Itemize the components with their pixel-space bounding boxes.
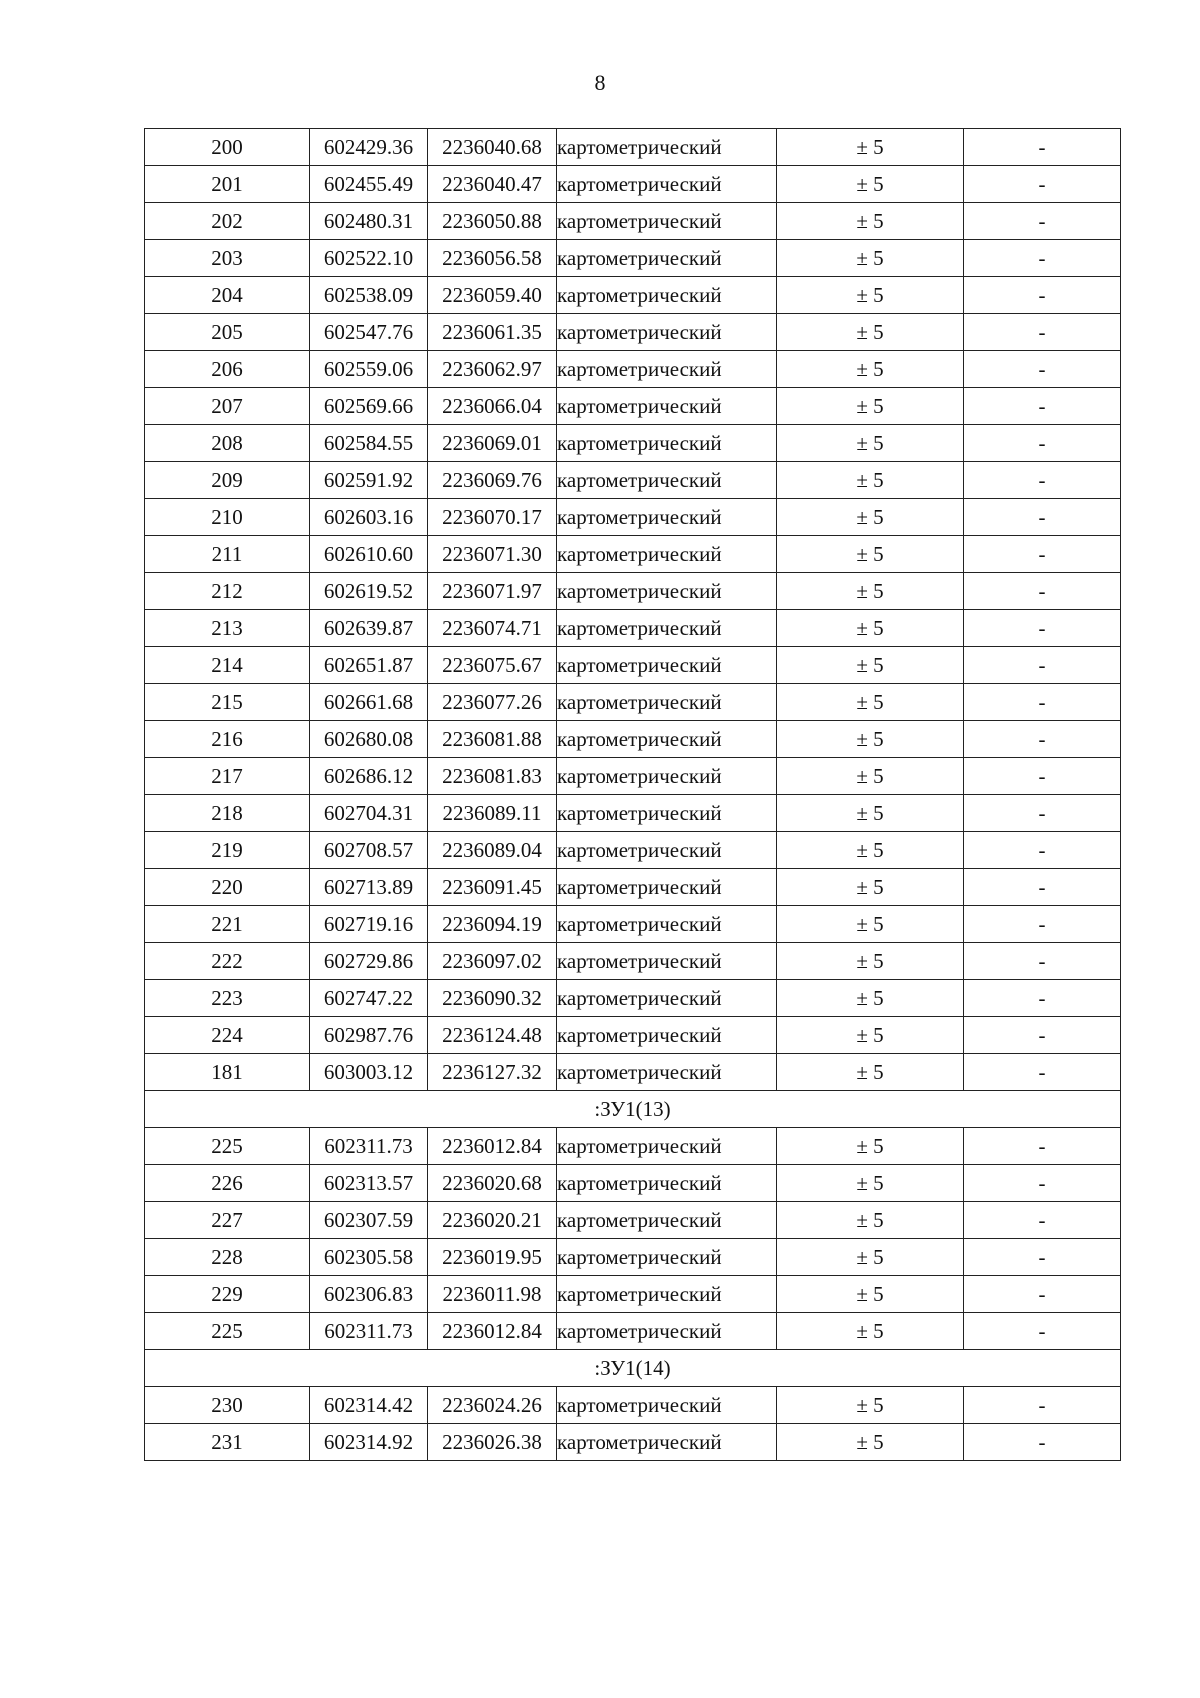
- accuracy-cell: ± 5: [777, 1424, 964, 1461]
- note-cell: -: [964, 1202, 1121, 1239]
- method-cell: картометрический: [557, 240, 777, 277]
- point-number-cell: 204: [145, 277, 310, 314]
- accuracy-cell: ± 5: [777, 610, 964, 647]
- x-coordinate-cell: 602704.31: [310, 795, 428, 832]
- y-coordinate-cell: 2236077.26: [428, 684, 557, 721]
- y-coordinate-cell: 2236012.84: [428, 1313, 557, 1350]
- note-cell: -: [964, 203, 1121, 240]
- method-cell: картометрический: [557, 1387, 777, 1424]
- y-coordinate-cell: 2236069.01: [428, 425, 557, 462]
- note-cell: -: [964, 610, 1121, 647]
- note-cell: -: [964, 573, 1121, 610]
- method-cell: картометрический: [557, 1313, 777, 1350]
- x-coordinate-cell: 602313.57: [310, 1165, 428, 1202]
- accuracy-cell: ± 5: [777, 277, 964, 314]
- x-coordinate-cell: 602305.58: [310, 1239, 428, 1276]
- x-coordinate-cell: 603003.12: [310, 1054, 428, 1091]
- note-cell: -: [964, 906, 1121, 943]
- point-number-cell: 227: [145, 1202, 310, 1239]
- y-coordinate-cell: 2236069.76: [428, 462, 557, 499]
- table-row: [145, 1239, 1121, 1276]
- table-row: [145, 943, 1121, 980]
- y-coordinate-cell: 2236024.26: [428, 1387, 557, 1424]
- note-cell: -: [964, 795, 1121, 832]
- table-row: [145, 684, 1121, 721]
- note-cell: -: [964, 1128, 1121, 1165]
- method-cell: картометрический: [557, 351, 777, 388]
- method-cell: картометрический: [557, 499, 777, 536]
- x-coordinate-cell: 602713.89: [310, 869, 428, 906]
- table-row: [145, 795, 1121, 832]
- point-number-cell: 215: [145, 684, 310, 721]
- table-row: [145, 721, 1121, 758]
- point-number-cell: 225: [145, 1128, 310, 1165]
- y-coordinate-cell: 2236050.88: [428, 203, 557, 240]
- table-row: [145, 388, 1121, 425]
- section-label: :ЗУ1(13): [145, 1091, 1121, 1128]
- accuracy-cell: ± 5: [777, 351, 964, 388]
- x-coordinate-cell: 602603.16: [310, 499, 428, 536]
- table-row: [145, 1054, 1121, 1091]
- method-cell: картометрический: [557, 647, 777, 684]
- y-coordinate-cell: 2236127.32: [428, 1054, 557, 1091]
- y-coordinate-cell: 2236061.35: [428, 314, 557, 351]
- table-row: [145, 1387, 1121, 1424]
- page-number: 8: [594, 70, 606, 95]
- method-cell: картометрический: [557, 758, 777, 795]
- note-cell: -: [964, 277, 1121, 314]
- accuracy-cell: ± 5: [777, 425, 964, 462]
- table-row: [145, 869, 1121, 906]
- point-number-cell: 231: [145, 1424, 310, 1461]
- y-coordinate-cell: 2236091.45: [428, 869, 557, 906]
- note-cell: -: [964, 1017, 1121, 1054]
- note-cell: -: [964, 1165, 1121, 1202]
- accuracy-cell: ± 5: [777, 240, 964, 277]
- point-number-cell: 181: [145, 1054, 310, 1091]
- note-cell: -: [964, 1387, 1121, 1424]
- y-coordinate-cell: 2236124.48: [428, 1017, 557, 1054]
- x-coordinate-cell: 602987.76: [310, 1017, 428, 1054]
- x-coordinate-cell: 602686.12: [310, 758, 428, 795]
- table-row: [145, 906, 1121, 943]
- table-row: [145, 277, 1121, 314]
- accuracy-cell: ± 5: [777, 832, 964, 869]
- note-cell: -: [964, 647, 1121, 684]
- method-cell: картометрический: [557, 1017, 777, 1054]
- y-coordinate-cell: 2236090.32: [428, 980, 557, 1017]
- accuracy-cell: ± 5: [777, 1128, 964, 1165]
- y-coordinate-cell: 2236089.11: [428, 795, 557, 832]
- note-cell: -: [964, 721, 1121, 758]
- accuracy-cell: ± 5: [777, 980, 964, 1017]
- table-row: [145, 129, 1121, 166]
- x-coordinate-cell: 602547.76: [310, 314, 428, 351]
- x-coordinate-cell: 602311.73: [310, 1128, 428, 1165]
- note-cell: -: [964, 684, 1121, 721]
- point-number-cell: 222: [145, 943, 310, 980]
- y-coordinate-cell: 2236081.83: [428, 758, 557, 795]
- method-cell: картометрический: [557, 795, 777, 832]
- note-cell: -: [964, 943, 1121, 980]
- y-coordinate-cell: 2236026.38: [428, 1424, 557, 1461]
- x-coordinate-cell: 602729.86: [310, 943, 428, 980]
- x-coordinate-cell: 602314.92: [310, 1424, 428, 1461]
- y-coordinate-cell: 2236040.68: [428, 129, 557, 166]
- point-number-cell: 225: [145, 1313, 310, 1350]
- method-cell: картометрический: [557, 610, 777, 647]
- accuracy-cell: ± 5: [777, 166, 964, 203]
- y-coordinate-cell: 2236062.97: [428, 351, 557, 388]
- accuracy-cell: ± 5: [777, 684, 964, 721]
- accuracy-cell: ± 5: [777, 869, 964, 906]
- note-cell: -: [964, 462, 1121, 499]
- table-row: [145, 166, 1121, 203]
- note-cell: -: [964, 240, 1121, 277]
- accuracy-cell: ± 5: [777, 499, 964, 536]
- accuracy-cell: ± 5: [777, 536, 964, 573]
- method-cell: картометрический: [557, 536, 777, 573]
- x-coordinate-cell: 602569.66: [310, 388, 428, 425]
- x-coordinate-cell: 602455.49: [310, 166, 428, 203]
- point-number-cell: 202: [145, 203, 310, 240]
- section-label: :ЗУ1(14): [145, 1350, 1121, 1387]
- table-row: [145, 647, 1121, 684]
- accuracy-cell: ± 5: [777, 906, 964, 943]
- section-header-row: [145, 1091, 1121, 1128]
- y-coordinate-cell: 2236070.17: [428, 499, 557, 536]
- x-coordinate-cell: 602708.57: [310, 832, 428, 869]
- method-cell: картометрический: [557, 869, 777, 906]
- note-cell: -: [964, 758, 1121, 795]
- accuracy-cell: ± 5: [777, 1054, 964, 1091]
- y-coordinate-cell: 2236040.47: [428, 166, 557, 203]
- x-coordinate-cell: 602559.06: [310, 351, 428, 388]
- point-number-cell: 226: [145, 1165, 310, 1202]
- method-cell: картометрический: [557, 721, 777, 758]
- x-coordinate-cell: 602610.60: [310, 536, 428, 573]
- y-coordinate-cell: 2236059.40: [428, 277, 557, 314]
- point-number-cell: 224: [145, 1017, 310, 1054]
- accuracy-cell: ± 5: [777, 1202, 964, 1239]
- note-cell: -: [964, 1054, 1121, 1091]
- method-cell: картометрический: [557, 1128, 777, 1165]
- y-coordinate-cell: 2236071.97: [428, 573, 557, 610]
- y-coordinate-cell: 2236074.71: [428, 610, 557, 647]
- coordinates-table: [144, 128, 1121, 1461]
- table-row: [145, 1165, 1121, 1202]
- table-row: [145, 573, 1121, 610]
- accuracy-cell: ± 5: [777, 721, 964, 758]
- method-cell: картометрический: [557, 166, 777, 203]
- note-cell: -: [964, 166, 1121, 203]
- y-coordinate-cell: 2236094.19: [428, 906, 557, 943]
- x-coordinate-cell: 602584.55: [310, 425, 428, 462]
- table-row: [145, 462, 1121, 499]
- note-cell: -: [964, 1239, 1121, 1276]
- y-coordinate-cell: 2236020.21: [428, 1202, 557, 1239]
- accuracy-cell: ± 5: [777, 462, 964, 499]
- accuracy-cell: ± 5: [777, 129, 964, 166]
- point-number-cell: 207: [145, 388, 310, 425]
- x-coordinate-cell: 602307.59: [310, 1202, 428, 1239]
- table-row: [145, 758, 1121, 795]
- table-row: [145, 1276, 1121, 1313]
- point-number-cell: 209: [145, 462, 310, 499]
- point-number-cell: 216: [145, 721, 310, 758]
- y-coordinate-cell: 2236089.04: [428, 832, 557, 869]
- note-cell: -: [964, 129, 1121, 166]
- y-coordinate-cell: 2236071.30: [428, 536, 557, 573]
- note-cell: -: [964, 1313, 1121, 1350]
- note-cell: -: [964, 869, 1121, 906]
- method-cell: картометрический: [557, 388, 777, 425]
- x-coordinate-cell: 602680.08: [310, 721, 428, 758]
- method-cell: картометрический: [557, 203, 777, 240]
- x-coordinate-cell: 602651.87: [310, 647, 428, 684]
- method-cell: картометрический: [557, 129, 777, 166]
- note-cell: -: [964, 425, 1121, 462]
- accuracy-cell: ± 5: [777, 573, 964, 610]
- note-cell: -: [964, 499, 1121, 536]
- point-number-cell: 228: [145, 1239, 310, 1276]
- note-cell: -: [964, 1276, 1121, 1313]
- table-row: [145, 1202, 1121, 1239]
- y-coordinate-cell: 2236066.04: [428, 388, 557, 425]
- accuracy-cell: ± 5: [777, 943, 964, 980]
- x-coordinate-cell: 602522.10: [310, 240, 428, 277]
- point-number-cell: 206: [145, 351, 310, 388]
- method-cell: картометрический: [557, 1276, 777, 1313]
- accuracy-cell: ± 5: [777, 203, 964, 240]
- method-cell: картометрический: [557, 906, 777, 943]
- accuracy-cell: ± 5: [777, 1165, 964, 1202]
- point-number-cell: 223: [145, 980, 310, 1017]
- method-cell: картометрический: [557, 684, 777, 721]
- accuracy-cell: ± 5: [777, 1387, 964, 1424]
- table-row: [145, 1017, 1121, 1054]
- section-header-row: [145, 1350, 1121, 1387]
- x-coordinate-cell: 602429.36: [310, 129, 428, 166]
- table-row: [145, 351, 1121, 388]
- x-coordinate-cell: 602619.52: [310, 573, 428, 610]
- note-cell: -: [964, 832, 1121, 869]
- table-row: [145, 610, 1121, 647]
- table-row: [145, 1128, 1121, 1165]
- accuracy-cell: ± 5: [777, 647, 964, 684]
- table-row: [145, 1424, 1121, 1461]
- y-coordinate-cell: 2236097.02: [428, 943, 557, 980]
- x-coordinate-cell: 602719.16: [310, 906, 428, 943]
- accuracy-cell: ± 5: [777, 388, 964, 425]
- method-cell: картометрический: [557, 462, 777, 499]
- method-cell: картометрический: [557, 573, 777, 610]
- table-row: [145, 499, 1121, 536]
- table-row: [145, 536, 1121, 573]
- point-number-cell: 200: [145, 129, 310, 166]
- point-number-cell: 221: [145, 906, 310, 943]
- point-number-cell: 218: [145, 795, 310, 832]
- x-coordinate-cell: 602639.87: [310, 610, 428, 647]
- accuracy-cell: ± 5: [777, 758, 964, 795]
- x-coordinate-cell: 602591.92: [310, 462, 428, 499]
- point-number-cell: 229: [145, 1276, 310, 1313]
- point-number-cell: 210: [145, 499, 310, 536]
- table-row: [145, 832, 1121, 869]
- note-cell: -: [964, 388, 1121, 425]
- y-coordinate-cell: 2236012.84: [428, 1128, 557, 1165]
- method-cell: картометрический: [557, 1239, 777, 1276]
- method-cell: картометрический: [557, 943, 777, 980]
- point-number-cell: 208: [145, 425, 310, 462]
- y-coordinate-cell: 2236011.98: [428, 1276, 557, 1313]
- accuracy-cell: ± 5: [777, 314, 964, 351]
- x-coordinate-cell: 602311.73: [310, 1313, 428, 1350]
- x-coordinate-cell: 602538.09: [310, 277, 428, 314]
- point-number-cell: 220: [145, 869, 310, 906]
- note-cell: -: [964, 351, 1121, 388]
- method-cell: картометрический: [557, 832, 777, 869]
- point-number-cell: 205: [145, 314, 310, 351]
- method-cell: картометрический: [557, 1165, 777, 1202]
- y-coordinate-cell: 2236075.67: [428, 647, 557, 684]
- method-cell: картометрический: [557, 1054, 777, 1091]
- coordinates-table-body: [145, 129, 1121, 1461]
- y-coordinate-cell: 2236020.68: [428, 1165, 557, 1202]
- note-cell: -: [964, 980, 1121, 1017]
- accuracy-cell: ± 5: [777, 795, 964, 832]
- note-cell: -: [964, 536, 1121, 573]
- point-number-cell: 211: [145, 536, 310, 573]
- y-coordinate-cell: 2236056.58: [428, 240, 557, 277]
- table-row: [145, 425, 1121, 462]
- x-coordinate-cell: 602661.68: [310, 684, 428, 721]
- y-coordinate-cell: 2236081.88: [428, 721, 557, 758]
- method-cell: картометрический: [557, 1424, 777, 1461]
- x-coordinate-cell: 602480.31: [310, 203, 428, 240]
- note-cell: -: [964, 1424, 1121, 1461]
- accuracy-cell: ± 5: [777, 1017, 964, 1054]
- point-number-cell: 217: [145, 758, 310, 795]
- point-number-cell: 213: [145, 610, 310, 647]
- point-number-cell: 219: [145, 832, 310, 869]
- accuracy-cell: ± 5: [777, 1239, 964, 1276]
- accuracy-cell: ± 5: [777, 1313, 964, 1350]
- method-cell: картометрический: [557, 277, 777, 314]
- point-number-cell: 201: [145, 166, 310, 203]
- method-cell: картометрический: [557, 425, 777, 462]
- method-cell: картометрический: [557, 314, 777, 351]
- accuracy-cell: ± 5: [777, 1276, 964, 1313]
- x-coordinate-cell: 602314.42: [310, 1387, 428, 1424]
- table-row: [145, 980, 1121, 1017]
- method-cell: картометрический: [557, 980, 777, 1017]
- point-number-cell: 212: [145, 573, 310, 610]
- point-number-cell: 214: [145, 647, 310, 684]
- table-row: [145, 203, 1121, 240]
- x-coordinate-cell: 602747.22: [310, 980, 428, 1017]
- y-coordinate-cell: 2236019.95: [428, 1239, 557, 1276]
- table-row: [145, 314, 1121, 351]
- x-coordinate-cell: 602306.83: [310, 1276, 428, 1313]
- note-cell: -: [964, 314, 1121, 351]
- table-row: [145, 1313, 1121, 1350]
- point-number-cell: 230: [145, 1387, 310, 1424]
- point-number-cell: 203: [145, 240, 310, 277]
- table-row: [145, 240, 1121, 277]
- method-cell: картометрический: [557, 1202, 777, 1239]
